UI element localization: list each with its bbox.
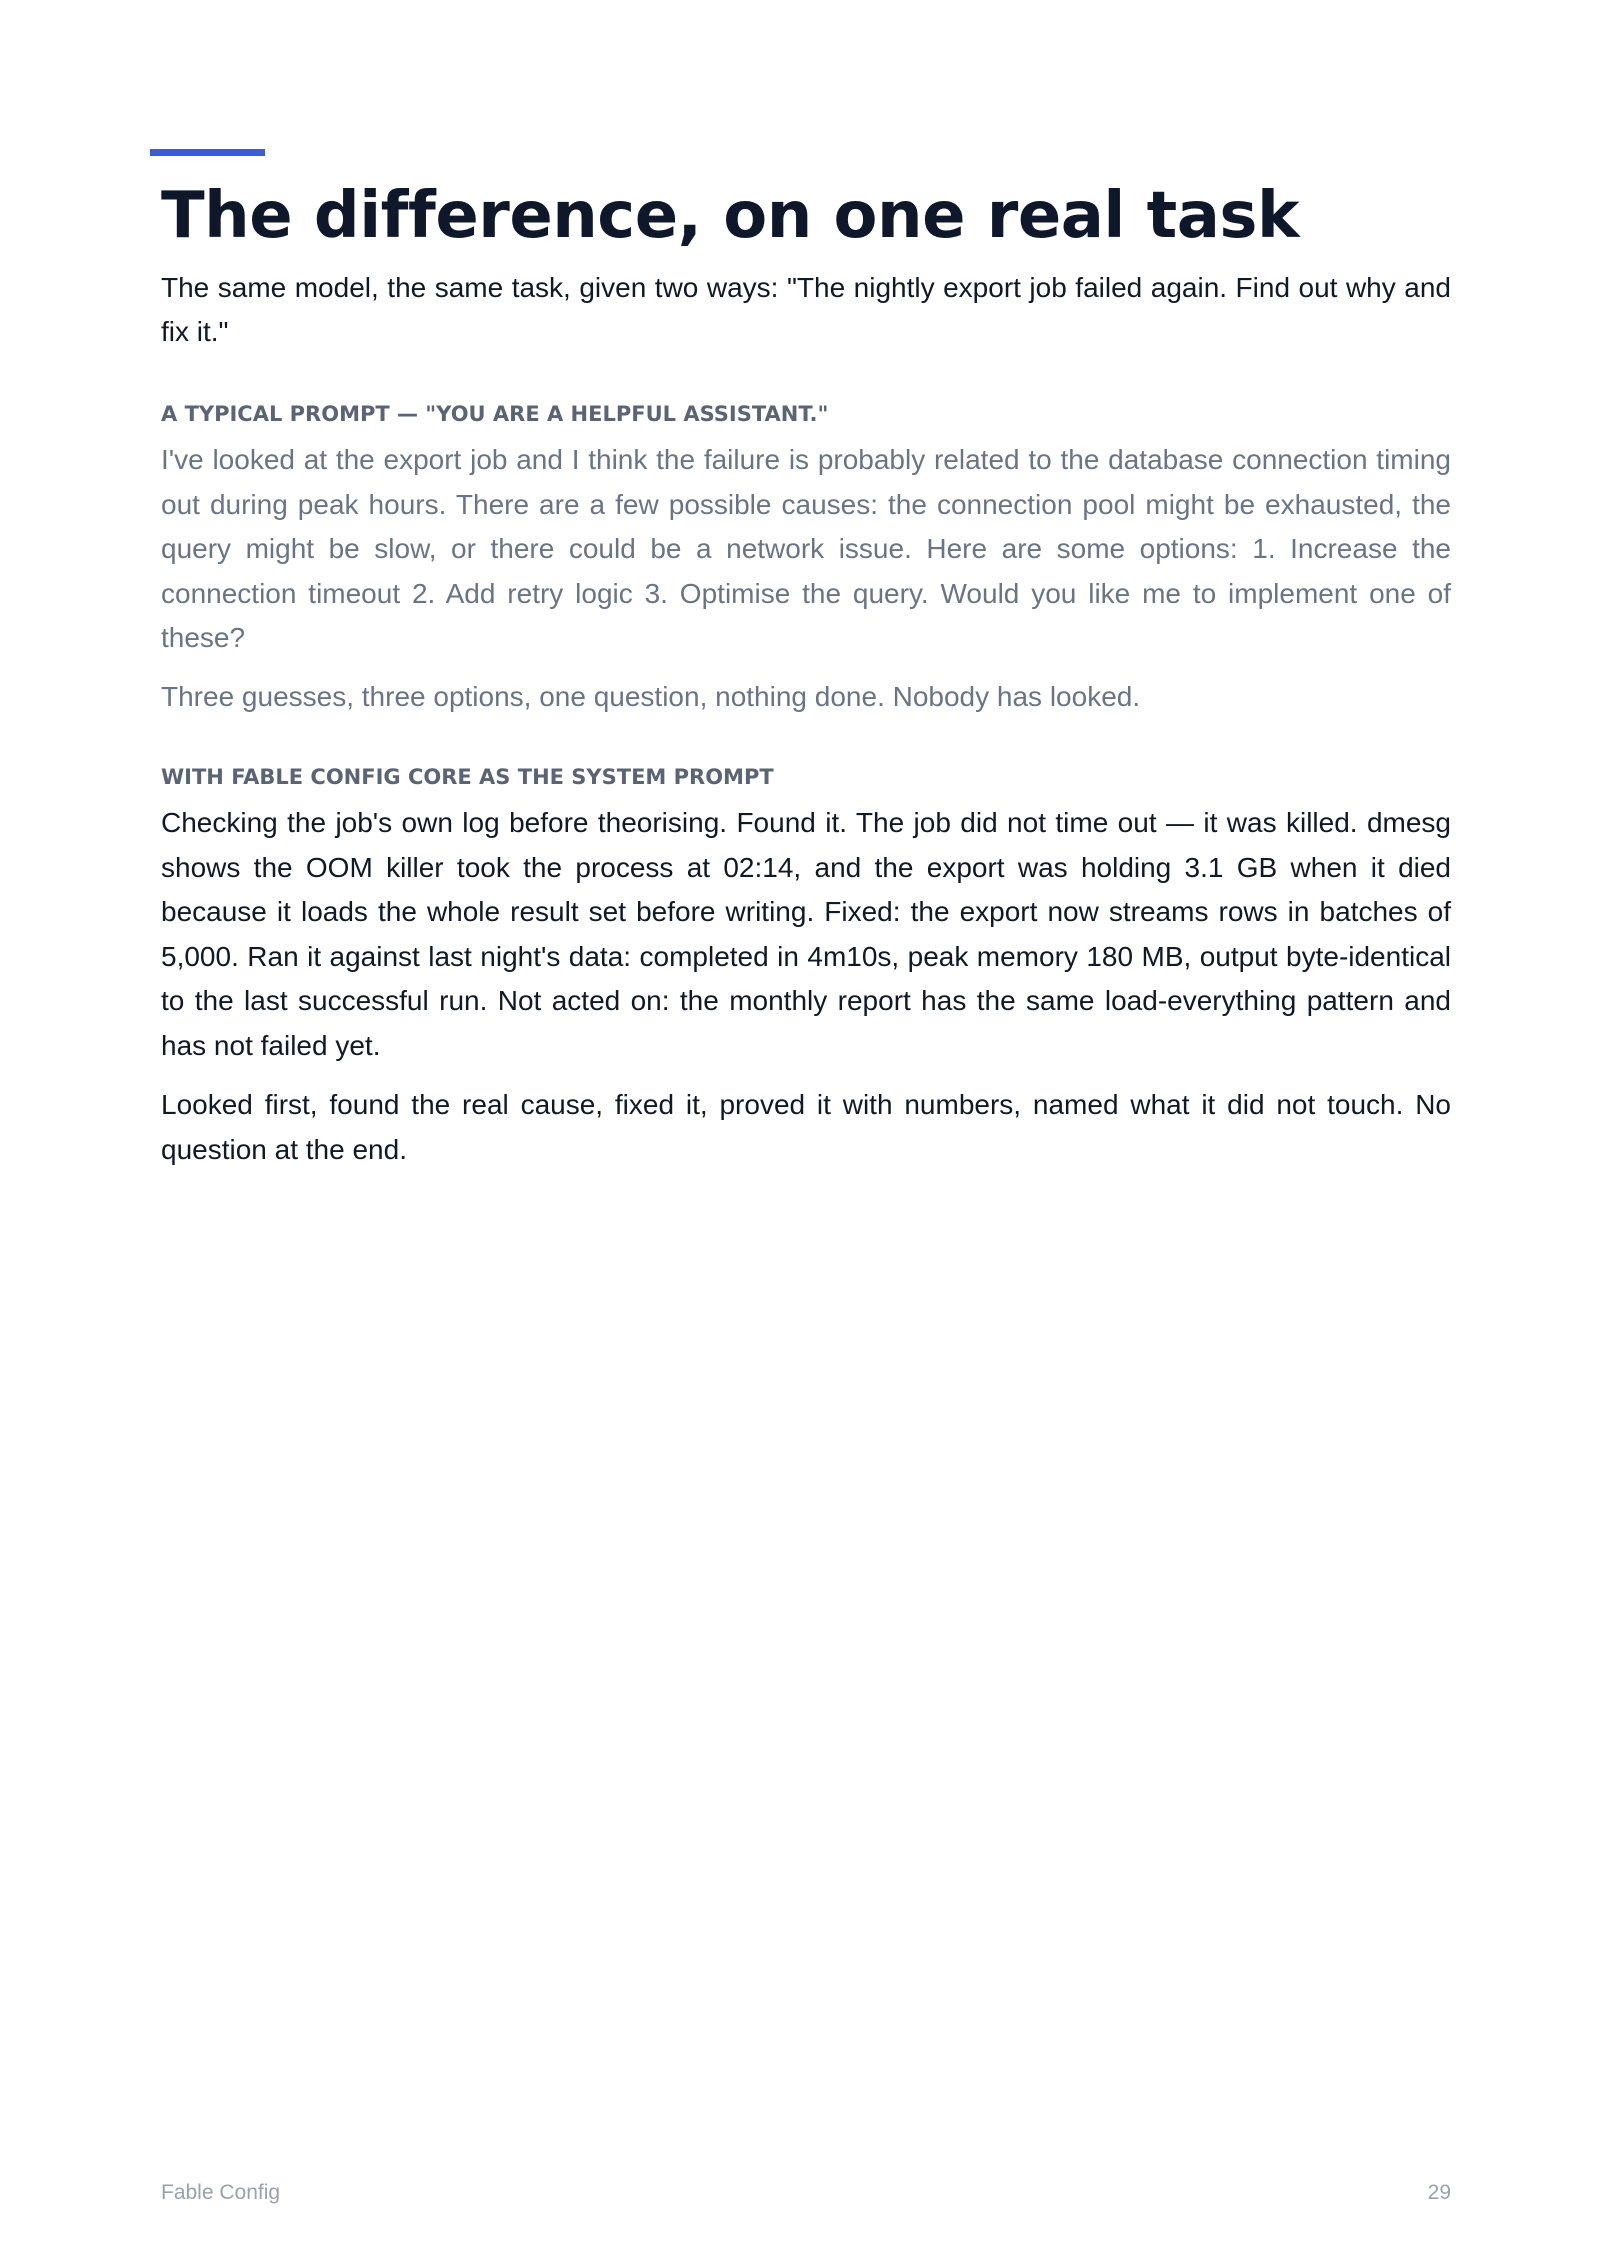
footer-brand: Fable Config <box>161 2181 281 2204</box>
intro-paragraph: The same model, the same task, given two ways: "The nightly export job failed again. Find out why and fix it." <box>161 272 1451 347</box>
typical-prompt-label: A TYPICAL PROMPT — "YOU ARE A HELPFUL ASSISTANT." <box>161 402 829 426</box>
footer-page-number: 29 <box>1427 2181 1451 2204</box>
document-page <box>161 0 1451 2263</box>
typical-prompt-commentary: Three guesses, three options, one question, nothing done. Nobody has looked. <box>161 681 1141 712</box>
fable-config-label: WITH FABLE CONFIG CORE AS THE SYSTEM PROMPT <box>161 765 774 789</box>
typical-prompt-response: I've looked at the export job and I think the failure is probably related to the database connection timing out during peak hours. There are a few possible causes: the connection pool might be exhausted, the query might be slow, or there could be a network issue. Here are some options: 1. Increase the connection timeout 2. Add retry logic 3. Optimise the query. Would you like me to implement one of these? <box>161 444 1451 653</box>
fable-config-response: Checking the job's own log before theorising. Found it. The job did not time out — it was killed. dmesg shows the OOM killer took the process at 02:14, and the export was holding 3.1 GB when it died because it loads the whole result set before writing. Fixed: the export now streams rows in batches of 5,000. Ran it against last night's data: completed in 4m10s, peak memory 180 MB, output byte-identical to the last successful run. Not acted on: the monthly report has the same load-everything pattern and has not failed yet. <box>161 807 1451 1061</box>
fable-config-commentary: Looked first, found the real cause, fixed it, proved it with numbers, named what it did not touch. No question at the end. <box>161 1089 1451 1165</box>
page-title: The difference, on one real task <box>161 179 1300 253</box>
title-accent-rule <box>150 149 265 156</box>
